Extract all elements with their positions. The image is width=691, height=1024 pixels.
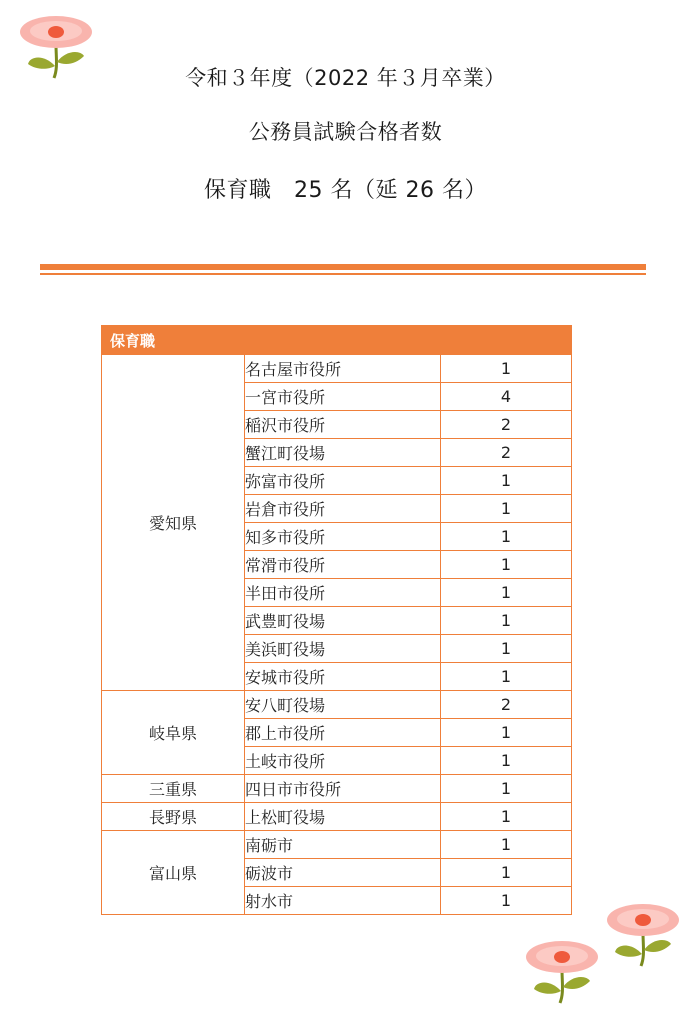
office-cell: 常滑市役所 (245, 551, 441, 579)
table-row (102, 831, 572, 859)
office-cell: 郡上市役所 (245, 719, 441, 747)
count-cell: 1 (441, 355, 572, 383)
count-cell: 1 (441, 887, 572, 915)
count-cell: 1 (441, 831, 572, 859)
table-row (102, 691, 572, 719)
office-cell: 武豊町役場 (245, 607, 441, 635)
count-cell: 1 (441, 803, 572, 831)
prefecture-cell: 富山県 (102, 831, 245, 915)
office-cell: 弥富市役所 (245, 467, 441, 495)
count-cell: 1 (441, 579, 572, 607)
count-cell: 2 (441, 411, 572, 439)
count-cell: 1 (441, 495, 572, 523)
page-title-subject: 公務員試験合格者数 (248, 120, 443, 144)
prefecture-cell: 愛知県 (102, 355, 245, 691)
office-cell: 上松町役場 (245, 803, 441, 831)
page-title-year: 令和３年度（2022 年３月卒業） (185, 66, 506, 90)
count-cell: 4 (441, 383, 572, 411)
flower-icon (522, 935, 602, 1007)
divider-line (40, 273, 646, 275)
office-cell: 半田市役所 (245, 579, 441, 607)
count-cell: 2 (441, 439, 572, 467)
count-cell: 1 (441, 747, 572, 775)
office-cell: 安城市役所 (245, 663, 441, 691)
results-table (101, 325, 572, 915)
flower-icon (603, 898, 683, 970)
count-cell: 1 (441, 607, 572, 635)
count-cell: 1 (441, 523, 572, 551)
office-cell: 名古屋市役所 (245, 355, 441, 383)
office-cell: 知多市役所 (245, 523, 441, 551)
count-cell: 1 (441, 663, 572, 691)
office-cell: 砺波市 (245, 859, 441, 887)
table-row (102, 803, 572, 831)
prefecture-cell: 三重県 (102, 775, 245, 803)
table-row (102, 775, 572, 803)
count-cell: 1 (441, 635, 572, 663)
count-cell: 1 (441, 467, 572, 495)
office-cell: 一宮市役所 (245, 383, 441, 411)
office-cell: 射水市 (245, 887, 441, 915)
office-cell: 岩倉市役所 (245, 495, 441, 523)
office-cell: 土岐市役所 (245, 747, 441, 775)
count-cell: 2 (441, 691, 572, 719)
office-cell: 美浜町役場 (245, 635, 441, 663)
table-header-row (102, 326, 572, 355)
count-cell: 1 (441, 719, 572, 747)
office-cell: 南砺市 (245, 831, 441, 859)
count-cell: 1 (441, 775, 572, 803)
divider-line (40, 264, 646, 270)
table-header: 保育職 (102, 326, 572, 355)
prefecture-cell: 岐阜県 (102, 691, 245, 775)
count-cell: 1 (441, 551, 572, 579)
table-body (102, 355, 572, 915)
office-cell: 安八町役場 (245, 691, 441, 719)
prefecture-cell: 長野県 (102, 803, 245, 831)
office-cell: 稲沢市役所 (245, 411, 441, 439)
office-cell: 四日市市役所 (245, 775, 441, 803)
office-cell: 蟹江町役場 (245, 439, 441, 467)
page-title-summary: 保育職 25 名（延 26 名） (204, 178, 487, 203)
table-row (102, 355, 572, 383)
count-cell: 1 (441, 859, 572, 887)
